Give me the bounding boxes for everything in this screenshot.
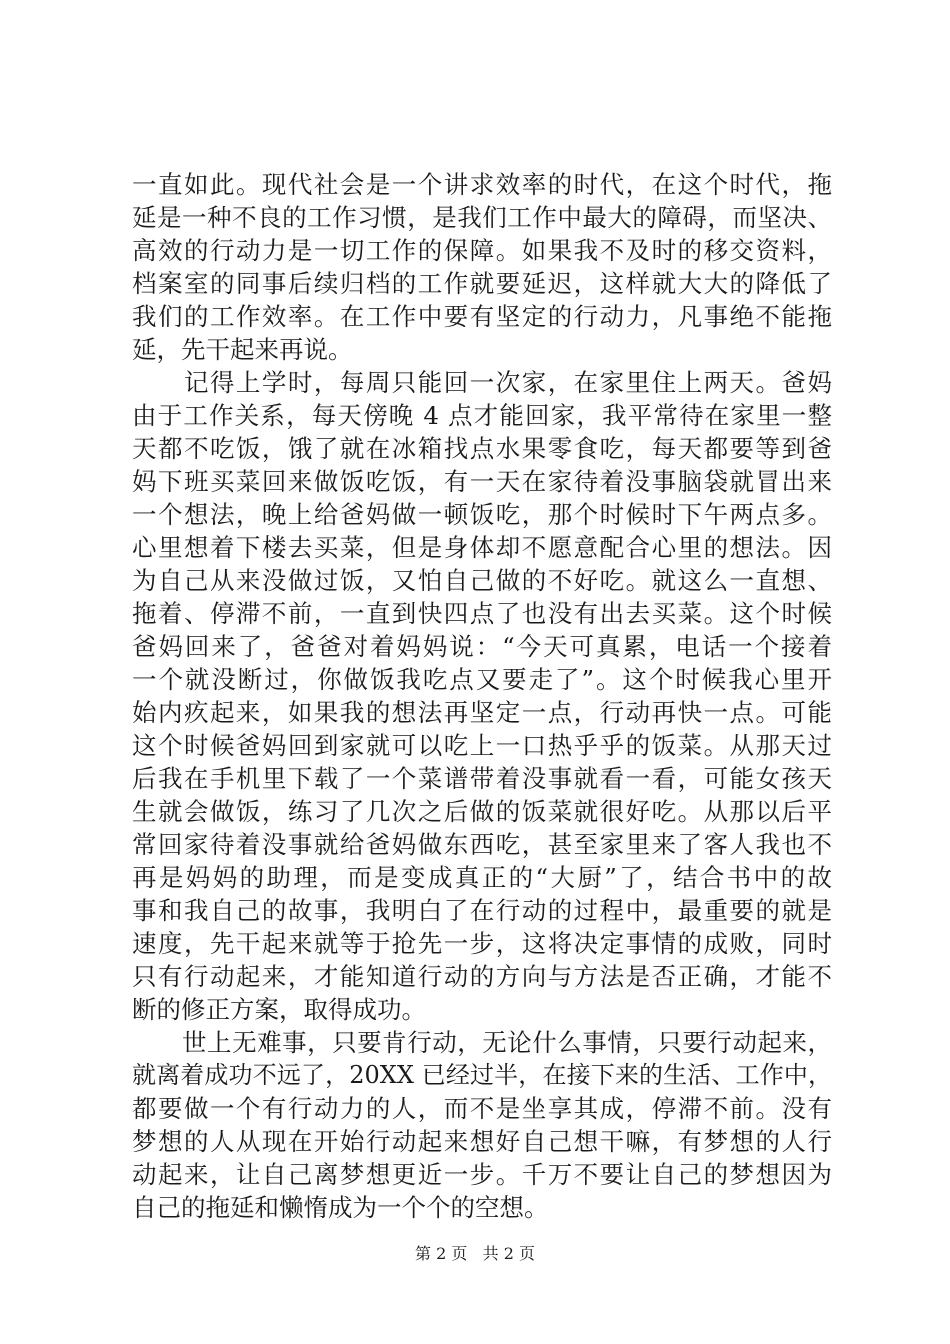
text-line: 由于工作关系，每天傍晚 4 点才能回家，我平常待在家里一整	[132, 401, 832, 430]
text-line: 拖着、停滞不前，一直到快四点了也没有出去买菜。这个时候	[132, 599, 832, 628]
text-line: 档案室的同事后续归档的工作就要延迟，这样就大大的降低了	[132, 269, 832, 298]
text-line: 生就会做饭，练习了几次之后做的饭菜就很好吃。从那以后平	[132, 797, 832, 826]
text-line: 动起来，让自己离梦想更近一步。千万不要让自己的梦想因为	[132, 1160, 832, 1189]
document-body	[132, 168, 832, 1224]
text-line: 后我在手机里下载了一个菜谱带着没事就看一看，可能女孩天	[132, 764, 832, 793]
text-line: 就离着成功不远了，20XX 已经过半，在接下来的生活、工作中，	[132, 1061, 832, 1089]
text-line: 世上无难事，只要肯行动，无论什么事情，只要行动起来，	[132, 1028, 832, 1057]
text-line: 延是一种不良的工作习惯，是我们工作中最大的障碍，而坚决、	[132, 203, 832, 232]
text-line: 记得上学时，每周只能回一次家，在家里住上两天。爸妈	[132, 368, 832, 397]
footer-separator	[472, 1244, 477, 1263]
text-line: 速度，先干起来就等于抢先一步，这将决定事情的成败，同时	[132, 929, 832, 958]
text-line: 爸妈回来了，爸爸对着妈妈说：“今天可真累，电话一个接着	[132, 632, 832, 661]
text-line: 事和我自己的故事，我明白了在行动的过程中，最重要的就是	[132, 896, 832, 925]
text-line: 为自己从来没做过饭，又怕自己做的不好吃。就这么一直想、	[132, 566, 832, 595]
text-line: 断的修正方案，取得成功。	[132, 995, 426, 1024]
text-line: 常回家待着没事就给爸妈做东西吃，甚至家里来了客人我也不	[132, 830, 832, 859]
page-number: 第 2 页	[415, 1244, 468, 1263]
text-line: 高效的行动力是一切工作的保障。如果我不及时的移交资料，	[132, 236, 832, 265]
page-total: 共 2 页	[482, 1244, 535, 1263]
text-line: 这个时候爸妈回到家就可以吃上一口热乎乎的饭菜。从那天过	[132, 731, 832, 760]
text-line: 延，先干起来再说。	[132, 335, 353, 364]
text-line: 梦想的人从现在开始行动起来想好自己想干嘛，有梦想的人行	[132, 1127, 832, 1156]
page-footer	[0, 1243, 950, 1265]
text-line: 自己的拖延和懒惰成为一个个的空想。	[132, 1193, 549, 1222]
text-line: 天都不吃饭，饿了就在冰箱找点水果零食吃，每天都要等到爸	[132, 434, 832, 463]
text-line: 一直如此。现代社会是一个讲求效率的时代，在这个时代，拖	[132, 170, 832, 199]
text-line: 妈下班买菜回来做饭吃饭，有一天在家待着没事脑袋就冒出来	[132, 467, 832, 496]
text-line: 一个想法，晚上给爸妈做一顿饭吃，那个时候时下午两点多。	[132, 500, 832, 529]
text-line: 始内疚起来，如果我的想法再坚定一点，行动再快一点。可能	[132, 698, 832, 727]
text-line: 再是妈妈的助理，而是变成真正的“大厨”了，结合书中的故	[132, 863, 832, 892]
text-line: 心里想着下楼去买菜，但是身体却不愿意配合心里的想法。因	[132, 533, 832, 562]
text-line: 我们的工作效率。在工作中要有坚定的行动力，凡事绝不能拖	[132, 302, 832, 331]
text-line: 一个就没断过，你做饭我吃点又要走了”。这个时候我心里开	[132, 665, 832, 694]
text-line: 都要做一个有行动力的人，而不是坐享其成，停滞不前。没有	[132, 1094, 832, 1123]
text-line: 只有行动起来，才能知道行动的方向与方法是否正确，才能不	[132, 962, 832, 991]
